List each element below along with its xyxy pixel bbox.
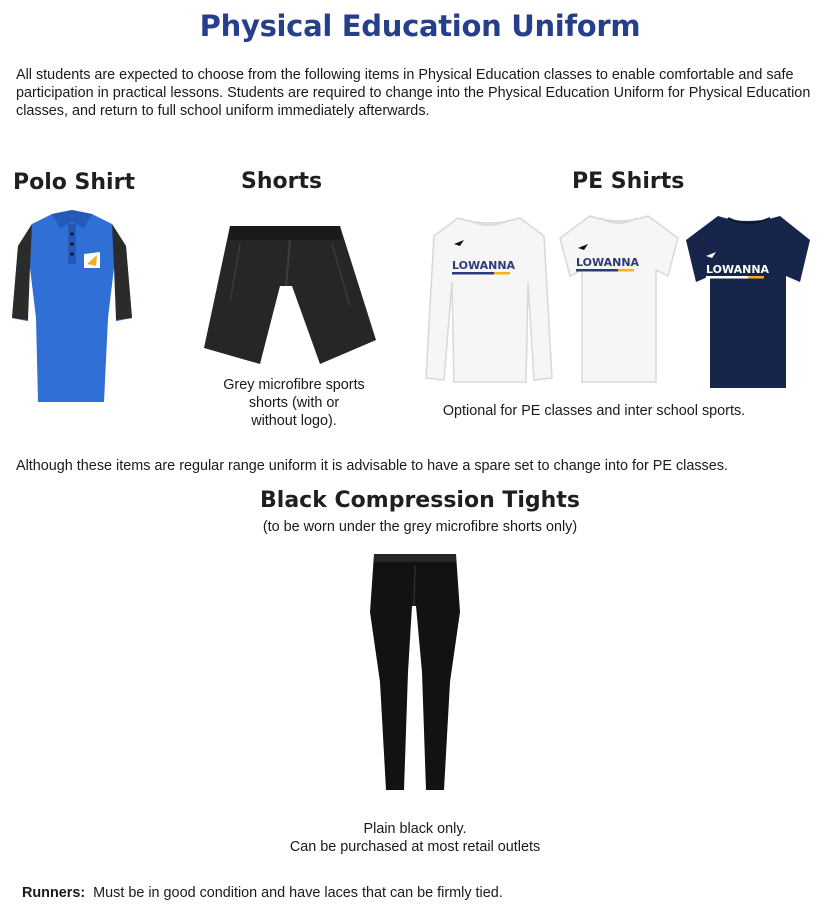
pe-shirt-white-image [556,210,682,390]
runners-label: Runners: [22,885,86,901]
tights-caption-line: Can be purchased at most retail outlets [289,839,541,855]
pe-shirts-caption: Optional for PE classes and inter school sports. [442,403,746,419]
shorts-caption-line: without logo). [251,413,337,429]
shorts-caption-line: shorts (with or [248,395,340,411]
pe-shirt-navy-image [684,212,814,392]
tights-caption-line: Plain black only. [363,821,467,837]
pe-shirt-longsleeve-image [424,212,554,390]
tights-caption [260,820,570,856]
polo-shirt-image [8,208,136,408]
compression-tights-image [364,552,466,794]
runners-text: Must be in good condition and have laces that can be firmly tied. [93,885,503,901]
tights-subheading: (to be worn under the grey microfibre shorts only) [262,519,578,535]
spare-set-note: Although these items are regular range uniform it is advisable to have a spare set to change into for PE classes. [16,458,728,474]
intro-paragraph: All students are expected to choose from the following items in Physical Education classes to enable comfortable and safe participation in practical lessons. Students are required to change into the Physical Education Uniform for Physical Education classes, and return to full school uniform immediately afterwards. [16,67,811,119]
tights-heading: Black Compression Tights [260,488,580,513]
shorts-image [200,222,378,364]
runners-note [22,885,503,901]
shorts-caption-line: Grey microfibre sports [223,377,365,393]
shirt-print: LOWANNA [576,256,640,269]
shorts-heading: Shorts [241,169,323,194]
shorts-caption [190,376,398,430]
polo-shirt-heading: Polo Shirt [13,170,135,195]
shirt-print: LOWANNA [452,259,516,272]
page-title: Physical Education Uniform [199,9,641,43]
shirt-print: LOWANNA [706,263,770,276]
pe-shirts-heading: PE Shirts [572,169,685,194]
